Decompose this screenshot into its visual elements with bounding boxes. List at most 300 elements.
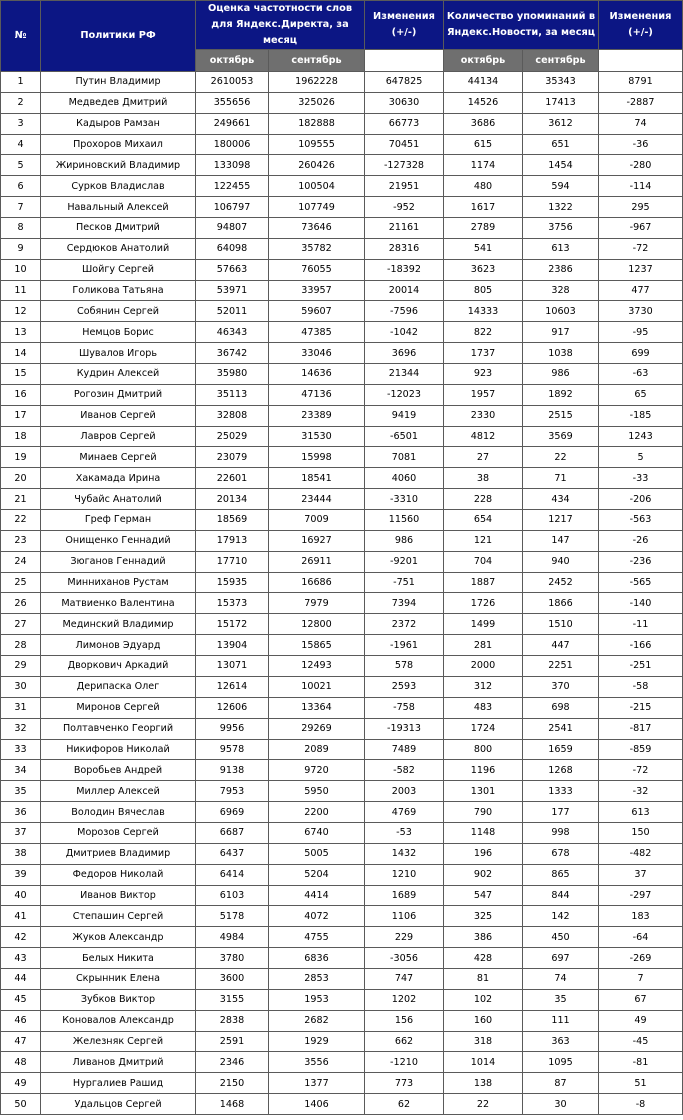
news-september: 613: [523, 238, 599, 259]
news-october: 138: [444, 1073, 523, 1094]
direct-september: 4414: [269, 885, 365, 906]
news-change: -280: [599, 155, 683, 176]
table-row: [1, 885, 683, 906]
direct-change: 1106: [365, 906, 444, 927]
politician-name: Железняк Сергей: [41, 1031, 196, 1052]
news-change: -95: [599, 322, 683, 343]
direct-change: -1961: [365, 635, 444, 656]
direct-october: 17913: [196, 530, 269, 551]
table-row: [1, 113, 683, 134]
direct-september: 182888: [269, 113, 365, 134]
direct-september: 2089: [269, 739, 365, 760]
news-october: 1887: [444, 572, 523, 593]
politician-name: Немцов Борис: [41, 322, 196, 343]
news-change: -236: [599, 551, 683, 572]
table-row: [1, 718, 683, 739]
politician-name: Зюганов Геннадий: [41, 551, 196, 572]
direct-september: 2682: [269, 1010, 365, 1031]
news-september: 74: [523, 968, 599, 989]
direct-september: 33957: [269, 280, 365, 301]
direct-change: -758: [365, 697, 444, 718]
direct-september: 73646: [269, 218, 365, 239]
column-header-change-direct: Изменения (+/-): [365, 1, 444, 50]
news-change: 1237: [599, 259, 683, 280]
politician-name: Голикова Татьяна: [41, 280, 196, 301]
direct-october: 18569: [196, 510, 269, 531]
direct-september: 26911: [269, 551, 365, 572]
news-october: 38: [444, 468, 523, 489]
news-september: 986: [523, 364, 599, 385]
table-row: [1, 551, 683, 572]
news-change: -36: [599, 134, 683, 155]
news-september: 940: [523, 551, 599, 572]
direct-september: 13364: [269, 697, 365, 718]
direct-change: 662: [365, 1031, 444, 1052]
direct-september: 23389: [269, 405, 365, 426]
news-october: 480: [444, 176, 523, 197]
row-number: 15: [1, 364, 41, 385]
row-number: 4: [1, 134, 41, 155]
politician-name: Хакамада Ирина: [41, 468, 196, 489]
politician-name: Коновалов Александр: [41, 1010, 196, 1031]
news-october: 790: [444, 802, 523, 823]
politician-name: Минниханов Рустам: [41, 572, 196, 593]
direct-october: 64098: [196, 238, 269, 259]
column-header-politician: Политики РФ: [41, 1, 196, 72]
news-october: 2789: [444, 218, 523, 239]
news-change: -206: [599, 489, 683, 510]
direct-september: 15865: [269, 635, 365, 656]
row-number: 47: [1, 1031, 41, 1052]
news-september: 1322: [523, 197, 599, 218]
news-october: 386: [444, 927, 523, 948]
row-number: 30: [1, 676, 41, 697]
news-october: 1617: [444, 197, 523, 218]
politician-name: Воробьев Андрей: [41, 760, 196, 781]
politician-name: Дерипаска Олег: [41, 676, 196, 697]
row-number: 29: [1, 656, 41, 677]
row-number: 25: [1, 572, 41, 593]
row-number: 28: [1, 635, 41, 656]
direct-october: 13071: [196, 656, 269, 677]
direct-september: 1929: [269, 1031, 365, 1052]
row-number: 39: [1, 864, 41, 885]
news-september: 678: [523, 843, 599, 864]
direct-september: 7979: [269, 593, 365, 614]
news-september: 3756: [523, 218, 599, 239]
direct-september: 1406: [269, 1094, 365, 1115]
direct-change: 4769: [365, 802, 444, 823]
row-number: 37: [1, 822, 41, 843]
row-number: 33: [1, 739, 41, 760]
direct-october: 6969: [196, 802, 269, 823]
direct-change: -6501: [365, 426, 444, 447]
news-october: 654: [444, 510, 523, 531]
news-october: 1196: [444, 760, 523, 781]
table-row: [1, 635, 683, 656]
direct-september: 33046: [269, 343, 365, 364]
news-change: -967: [599, 218, 683, 239]
direct-change: 11560: [365, 510, 444, 531]
news-september: 844: [523, 885, 599, 906]
direct-october: 6414: [196, 864, 269, 885]
row-number: 11: [1, 280, 41, 301]
direct-september: 2853: [269, 968, 365, 989]
row-number: 2: [1, 92, 41, 113]
table-row: [1, 1094, 683, 1115]
news-change: -269: [599, 948, 683, 969]
row-number: 26: [1, 593, 41, 614]
news-change: -32: [599, 781, 683, 802]
news-october: 1301: [444, 781, 523, 802]
politician-name: Мединский Владимир: [41, 614, 196, 635]
news-september: 1892: [523, 384, 599, 405]
news-october: 3623: [444, 259, 523, 280]
direct-october: 35980: [196, 364, 269, 385]
direct-october: 7953: [196, 781, 269, 802]
column-header-number: №: [1, 1, 41, 72]
direct-september: 9720: [269, 760, 365, 781]
news-october: 2000: [444, 656, 523, 677]
news-september: 1268: [523, 760, 599, 781]
table-row: [1, 343, 683, 364]
news-change: -33: [599, 468, 683, 489]
direct-change: -1210: [365, 1052, 444, 1073]
table-row: [1, 426, 683, 447]
direct-october: 9138: [196, 760, 269, 781]
news-change: -8: [599, 1094, 683, 1115]
direct-change: 647825: [365, 72, 444, 93]
direct-september: 5005: [269, 843, 365, 864]
row-number: 12: [1, 301, 41, 322]
row-number: 3: [1, 113, 41, 134]
direct-september: 109555: [269, 134, 365, 155]
news-september: 35343: [523, 72, 599, 93]
news-september: 35: [523, 989, 599, 1010]
direct-september: 5950: [269, 781, 365, 802]
row-number: 9: [1, 238, 41, 259]
direct-september: 15998: [269, 447, 365, 468]
row-number: 44: [1, 968, 41, 989]
news-september: 3569: [523, 426, 599, 447]
news-change: 49: [599, 1010, 683, 1031]
news-september: 2515: [523, 405, 599, 426]
politician-name: Лавров Сергей: [41, 426, 196, 447]
row-number: 35: [1, 781, 41, 802]
news-october: 1726: [444, 593, 523, 614]
news-change: 7: [599, 968, 683, 989]
politician-name: Жириновский Владимир: [41, 155, 196, 176]
table-row: [1, 218, 683, 239]
direct-october: 106797: [196, 197, 269, 218]
table-row: [1, 697, 683, 718]
news-october: 196: [444, 843, 523, 864]
table-row: [1, 802, 683, 823]
direct-change: 1689: [365, 885, 444, 906]
news-october: 1957: [444, 384, 523, 405]
direct-september: 12493: [269, 656, 365, 677]
direct-september: 10021: [269, 676, 365, 697]
row-number: 31: [1, 697, 41, 718]
politician-name: Онищенко Геннадий: [41, 530, 196, 551]
direct-change: 747: [365, 968, 444, 989]
politician-name: Лимонов Эдуард: [41, 635, 196, 656]
direct-change: 2003: [365, 781, 444, 802]
direct-september: 4072: [269, 906, 365, 927]
news-october: 1174: [444, 155, 523, 176]
politician-name: Дмитриев Владимир: [41, 843, 196, 864]
news-october: 81: [444, 968, 523, 989]
direct-october: 46343: [196, 322, 269, 343]
direct-change: 1210: [365, 864, 444, 885]
news-september: 87: [523, 1073, 599, 1094]
news-change: -817: [599, 718, 683, 739]
table-row: [1, 510, 683, 531]
politician-name: Дворкович Аркадий: [41, 656, 196, 677]
row-number: 5: [1, 155, 41, 176]
news-change: -81: [599, 1052, 683, 1073]
direct-october: 12606: [196, 697, 269, 718]
direct-september: 325026: [269, 92, 365, 113]
direct-change: 30630: [365, 92, 444, 113]
direct-october: 180006: [196, 134, 269, 155]
direct-september: 100504: [269, 176, 365, 197]
news-october: 102: [444, 989, 523, 1010]
news-change: -563: [599, 510, 683, 531]
politician-name: Нургалиев Рашид: [41, 1073, 196, 1094]
news-september: 2386: [523, 259, 599, 280]
news-change: -45: [599, 1031, 683, 1052]
table-row: [1, 781, 683, 802]
direct-september: 1377: [269, 1073, 365, 1094]
direct-october: 5178: [196, 906, 269, 927]
row-number: 13: [1, 322, 41, 343]
direct-october: 9956: [196, 718, 269, 739]
direct-change: -19313: [365, 718, 444, 739]
direct-october: 249661: [196, 113, 269, 134]
direct-october: 122455: [196, 176, 269, 197]
direct-change: 20014: [365, 280, 444, 301]
table-row: [1, 72, 683, 93]
subheader-september-direct: сентябрь: [269, 50, 365, 72]
news-october: 615: [444, 134, 523, 155]
news-october: 800: [444, 739, 523, 760]
direct-september: 16927: [269, 530, 365, 551]
news-change: -58: [599, 676, 683, 697]
politician-name: Миллер Алексей: [41, 781, 196, 802]
politician-name: Греф Герман: [41, 510, 196, 531]
row-number: 6: [1, 176, 41, 197]
news-october: 312: [444, 676, 523, 697]
politician-name: Кудрин Алексей: [41, 364, 196, 385]
direct-october: 355656: [196, 92, 269, 113]
direct-september: 1953: [269, 989, 365, 1010]
direct-october: 3600: [196, 968, 269, 989]
direct-change: 21161: [365, 218, 444, 239]
table-row: [1, 843, 683, 864]
table-row: [1, 405, 683, 426]
news-october: 1499: [444, 614, 523, 635]
direct-change: 7489: [365, 739, 444, 760]
news-change: -140: [599, 593, 683, 614]
direct-october: 57663: [196, 259, 269, 280]
direct-october: 17710: [196, 551, 269, 572]
row-number: 16: [1, 384, 41, 405]
direct-september: 16686: [269, 572, 365, 593]
direct-october: 25029: [196, 426, 269, 447]
direct-october: 133098: [196, 155, 269, 176]
row-number: 40: [1, 885, 41, 906]
politician-name: Белых Никита: [41, 948, 196, 969]
table-row: [1, 322, 683, 343]
direct-october: 32808: [196, 405, 269, 426]
news-october: 704: [444, 551, 523, 572]
politician-name: Медведев Дмитрий: [41, 92, 196, 113]
news-october: 44134: [444, 72, 523, 93]
news-change: -72: [599, 238, 683, 259]
politician-name: Полтавченко Георгий: [41, 718, 196, 739]
direct-change: -53: [365, 822, 444, 843]
politician-name: Федоров Николай: [41, 864, 196, 885]
row-number: 19: [1, 447, 41, 468]
direct-change: 1432: [365, 843, 444, 864]
row-number: 17: [1, 405, 41, 426]
news-change: 1243: [599, 426, 683, 447]
row-number: 23: [1, 530, 41, 551]
table-row: [1, 1052, 683, 1073]
news-september: 1659: [523, 739, 599, 760]
table-row: [1, 92, 683, 113]
table-row: [1, 656, 683, 677]
news-september: 447: [523, 635, 599, 656]
table-row: [1, 176, 683, 197]
table-row: [1, 572, 683, 593]
direct-september: 35782: [269, 238, 365, 259]
news-change: 477: [599, 280, 683, 301]
direct-october: 9578: [196, 739, 269, 760]
news-change: 183: [599, 906, 683, 927]
direct-october: 35113: [196, 384, 269, 405]
table-row: [1, 614, 683, 635]
news-september: 865: [523, 864, 599, 885]
direct-october: 4984: [196, 927, 269, 948]
row-number: 22: [1, 510, 41, 531]
news-october: 14333: [444, 301, 523, 322]
direct-change: 3696: [365, 343, 444, 364]
direct-change: 2593: [365, 676, 444, 697]
direct-october: 15935: [196, 572, 269, 593]
politician-name: Жуков Александр: [41, 927, 196, 948]
politician-name: Сердюков Анатолий: [41, 238, 196, 259]
direct-october: 2838: [196, 1010, 269, 1031]
news-october: 428: [444, 948, 523, 969]
table-row: [1, 197, 683, 218]
news-change: -297: [599, 885, 683, 906]
table-row: [1, 822, 683, 843]
direct-change: 156: [365, 1010, 444, 1031]
news-october: 1014: [444, 1052, 523, 1073]
direct-change: -18392: [365, 259, 444, 280]
news-september: 1038: [523, 343, 599, 364]
news-september: 1217: [523, 510, 599, 531]
news-september: 1454: [523, 155, 599, 176]
news-change: 37: [599, 864, 683, 885]
news-change: -2887: [599, 92, 683, 113]
news-october: 27: [444, 447, 523, 468]
news-october: 318: [444, 1031, 523, 1052]
direct-october: 52011: [196, 301, 269, 322]
direct-september: 23444: [269, 489, 365, 510]
news-october: 541: [444, 238, 523, 259]
direct-change: -952: [365, 197, 444, 218]
subheader-blank-news: [599, 50, 683, 72]
direct-october: 2150: [196, 1073, 269, 1094]
direct-october: 20134: [196, 489, 269, 510]
table-row: [1, 948, 683, 969]
row-number: 10: [1, 259, 41, 280]
politician-name: Путин Владимир: [41, 72, 196, 93]
table-row: [1, 593, 683, 614]
politician-name: Ливанов Дмитрий: [41, 1052, 196, 1073]
news-october: 547: [444, 885, 523, 906]
direct-september: 14636: [269, 364, 365, 385]
news-october: 160: [444, 1010, 523, 1031]
direct-september: 107749: [269, 197, 365, 218]
direct-change: 62: [365, 1094, 444, 1115]
direct-october: 22601: [196, 468, 269, 489]
politician-name: Шойгу Сергей: [41, 259, 196, 280]
news-change: -565: [599, 572, 683, 593]
column-header-change-news: Изменения (+/-): [599, 1, 683, 50]
row-number: 41: [1, 906, 41, 927]
direct-change: -7596: [365, 301, 444, 322]
direct-september: 31530: [269, 426, 365, 447]
news-september: 17413: [523, 92, 599, 113]
table-row: [1, 301, 683, 322]
politician-name: Удальцов Сергей: [41, 1094, 196, 1115]
politician-name: Шувалов Игорь: [41, 343, 196, 364]
news-change: 67: [599, 989, 683, 1010]
row-number: 45: [1, 989, 41, 1010]
header-row: [1, 1, 683, 50]
news-september: 111: [523, 1010, 599, 1031]
news-september: 450: [523, 927, 599, 948]
news-september: 697: [523, 948, 599, 969]
table-row: [1, 864, 683, 885]
politician-name: Прохоров Михаил: [41, 134, 196, 155]
news-october: 923: [444, 364, 523, 385]
direct-october: 23079: [196, 447, 269, 468]
direct-change: -9201: [365, 551, 444, 572]
news-october: 281: [444, 635, 523, 656]
table-row: [1, 384, 683, 405]
direct-change: 21344: [365, 364, 444, 385]
direct-september: 47385: [269, 322, 365, 343]
table-row: [1, 1031, 683, 1052]
news-september: 1095: [523, 1052, 599, 1073]
row-number: 46: [1, 1010, 41, 1031]
politician-name: Морозов Сергей: [41, 822, 196, 843]
news-october: 3686: [444, 113, 523, 134]
news-september: 3612: [523, 113, 599, 134]
direct-september: 76055: [269, 259, 365, 280]
news-change: 699: [599, 343, 683, 364]
direct-change: -3056: [365, 948, 444, 969]
direct-change: -1042: [365, 322, 444, 343]
politician-name: Собянин Сергей: [41, 301, 196, 322]
direct-change: -582: [365, 760, 444, 781]
row-number: 34: [1, 760, 41, 781]
